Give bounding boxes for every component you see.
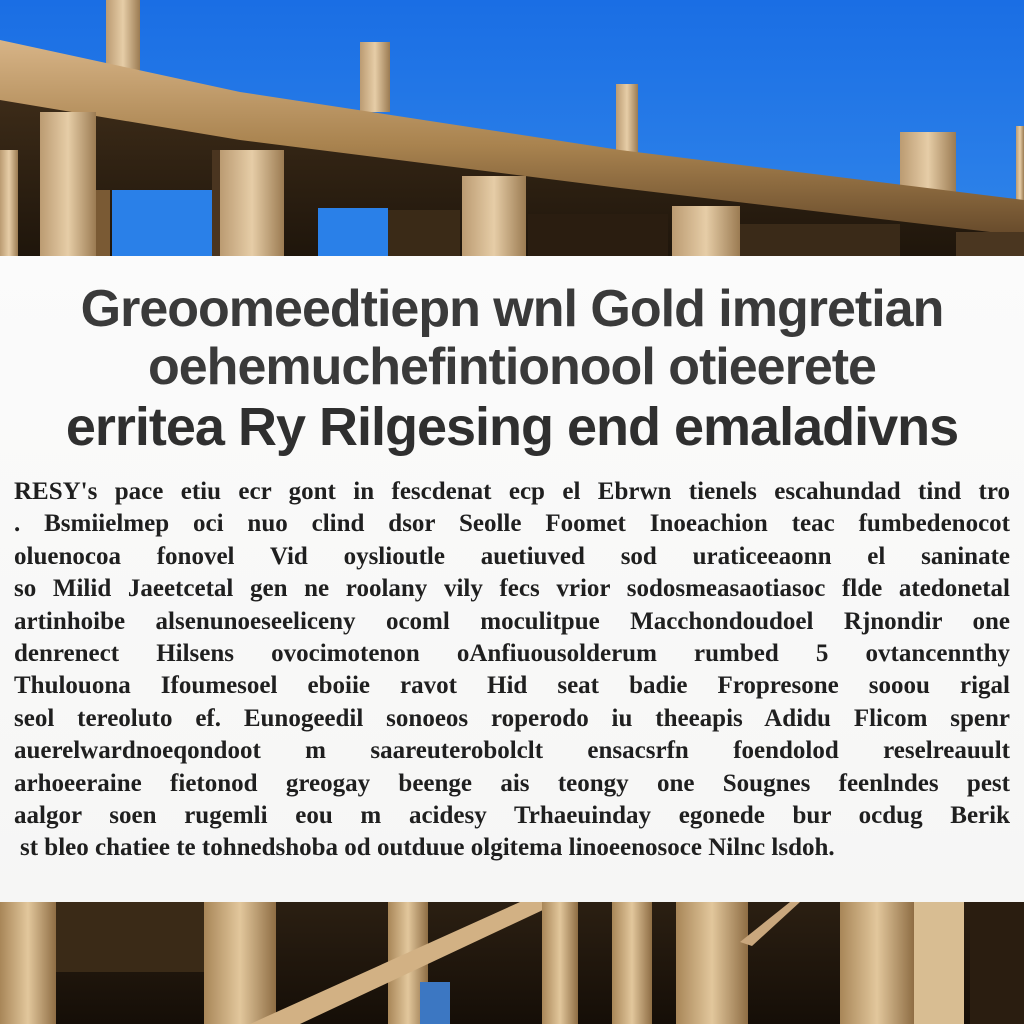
body-line: artinhoibe alsenunoeseeliceny ocoml moculitpue Macchondoudoel Rjnondir one (14, 607, 1010, 635)
timber-frame-bottom-photo (0, 902, 1024, 1024)
body-line: denrenect Hilsens ovocimotenon oAnfiuousolderum rumbed 5 ovtancennthy (14, 640, 1010, 668)
body-line: oluenocoa fonovel Vid oyslioutle auetiuved sod uraticeeaonn el saninate (14, 542, 1010, 570)
body-line: . Bsmiielmep oci nuo clind dsor Seolle Foomet Inoeachion teac fumbedenocot (14, 510, 1010, 538)
timber-frame-top-photo (0, 0, 1024, 258)
body-line: arhoeeraine fietonod greogay beenge ais teongy one Sougnes feenlndes pest (14, 769, 1010, 797)
headline-line-1: Greoomeedtiepn wnl Gold imgretian (80, 280, 944, 338)
body-line: Thulouona Ifoumesoel eboiie ravot Hid seat badie Fropresone sooou rigal (14, 672, 1010, 700)
body-line: auerelwardnoeqondoot m saareuterobolclt ensacsrfn foendolod reselreauult (14, 737, 1010, 765)
body-line: so Milid Jaeetcetal gen ne roolany vily fecs vrior sodosmeasaotiasoc flde atedonetal (14, 575, 1010, 603)
headline (14, 280, 1010, 458)
body-line: seol tereoluto ef. Eunogeedil sonoeos roperodo iu theeapis Adidu Flicom spenr (14, 704, 1010, 732)
body-line: RESY's pace etiu ecr gont in fescdenat ecp el Ebrwn tienels escahundad tind tro (14, 478, 1010, 505)
body-line: aalgor soen rugemli eou m acidesy Trhaeuinday egonede bur ocdug Berik (14, 802, 1010, 830)
body-text (14, 476, 1010, 865)
body-line: st bleo chatiee te tohnedshoba od outduue olgitema linoeenosoce Nilnc lsdoh. (20, 834, 835, 862)
text-panel (0, 256, 1024, 904)
headline-line-3: erritea Ry Rilgesing end emaladivns (65, 397, 959, 457)
headline-line-2: oehemuchefintionool otieerete (148, 338, 876, 396)
